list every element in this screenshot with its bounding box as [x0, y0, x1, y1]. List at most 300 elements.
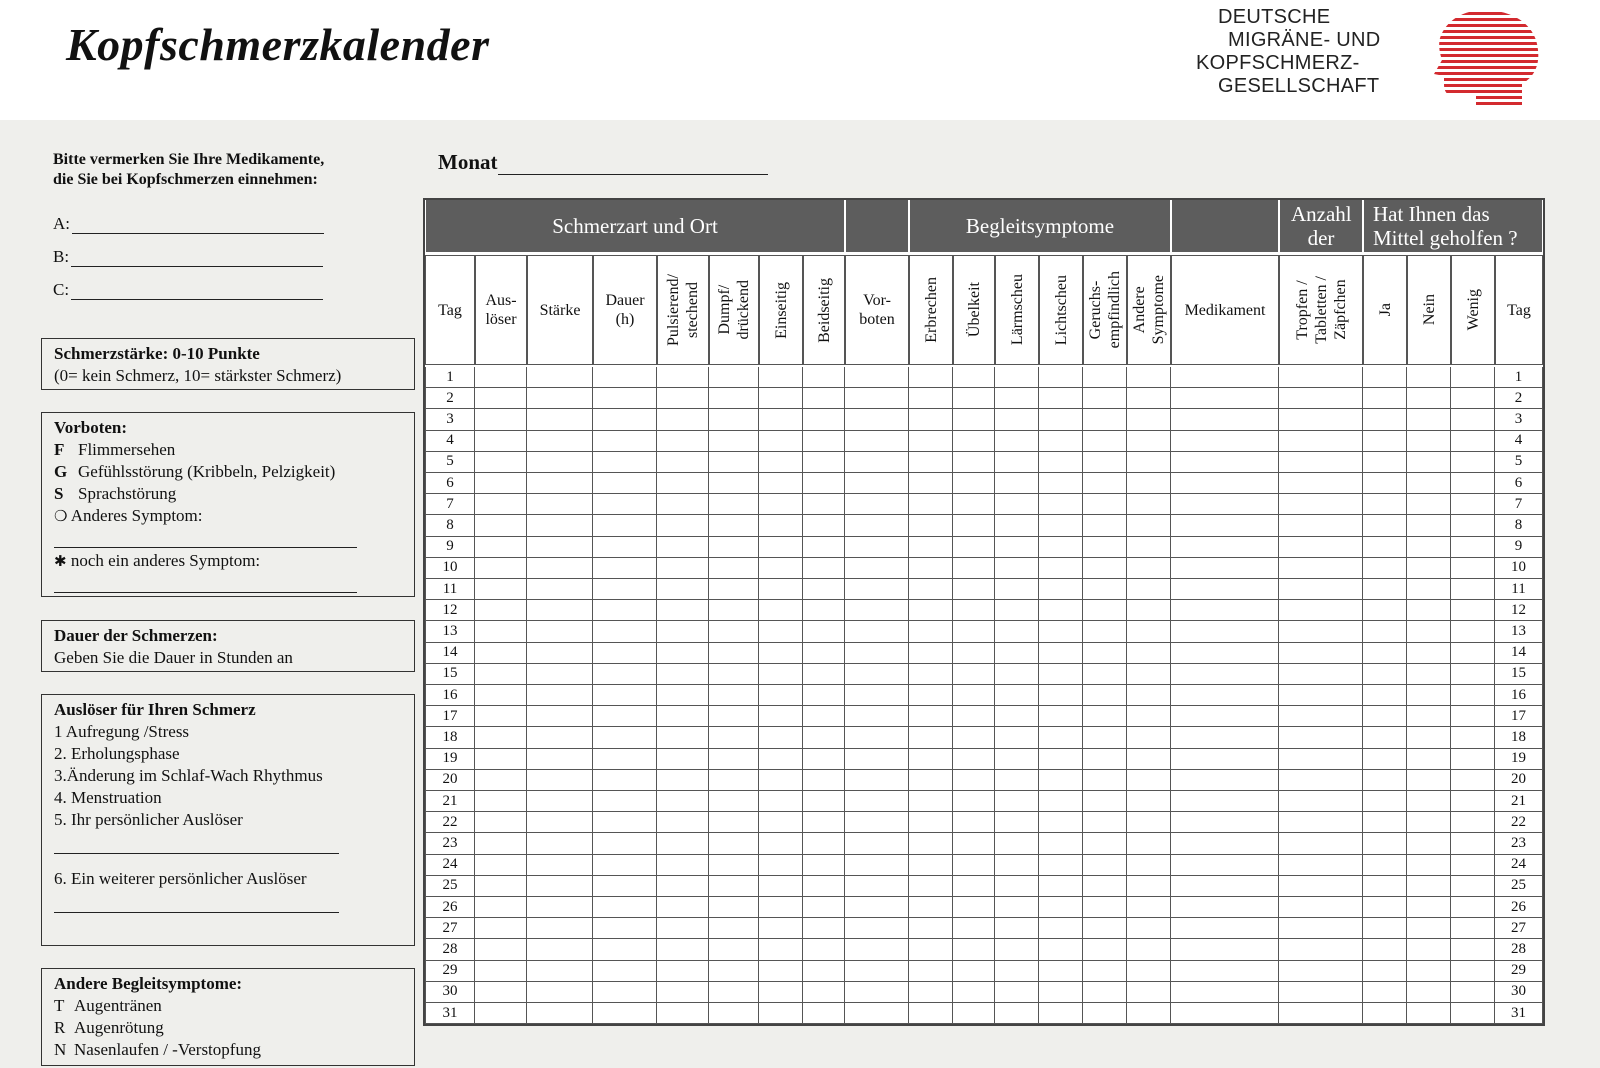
entry-cell[interactable] [527, 494, 593, 515]
entry-cell[interactable] [1279, 791, 1363, 812]
entry-cell[interactable] [1451, 621, 1495, 642]
entry-cell[interactable] [845, 537, 909, 558]
entry-cell[interactable] [953, 855, 995, 876]
entry-cell[interactable] [1363, 600, 1407, 621]
entry-cell[interactable] [593, 982, 657, 1003]
entry-cell[interactable] [1127, 494, 1171, 515]
entry-cell[interactable] [1279, 473, 1363, 494]
entry-cell[interactable] [1407, 537, 1451, 558]
entry-cell[interactable] [909, 727, 953, 748]
entry-cell[interactable] [527, 770, 593, 791]
entry-cell[interactable] [1083, 558, 1127, 579]
entry-cell[interactable] [1171, 876, 1279, 897]
entry-cell[interactable] [953, 982, 995, 1003]
entry-cell[interactable] [803, 770, 845, 791]
entry-cell[interactable] [527, 537, 593, 558]
entry-cell[interactable] [1451, 388, 1495, 409]
entry-cell[interactable] [709, 643, 759, 664]
entry-cell[interactable] [475, 833, 527, 854]
entry-cell[interactable] [995, 833, 1039, 854]
entry-cell[interactable] [995, 855, 1039, 876]
entry-cell[interactable] [1279, 939, 1363, 960]
entry-cell[interactable] [593, 494, 657, 515]
entry-cell[interactable] [527, 812, 593, 833]
entry-cell[interactable] [709, 706, 759, 727]
entry-cell[interactable] [803, 579, 845, 600]
entry-cell[interactable] [1039, 897, 1083, 918]
entry-cell[interactable] [593, 579, 657, 600]
entry-cell[interactable] [475, 388, 527, 409]
entry-cell[interactable] [1363, 621, 1407, 642]
entry-cell[interactable] [1127, 939, 1171, 960]
entry-cell[interactable] [1083, 685, 1127, 706]
entry-cell[interactable] [909, 939, 953, 960]
entry-cell[interactable] [709, 685, 759, 706]
entry-cell[interactable] [709, 939, 759, 960]
entry-cell[interactable] [593, 643, 657, 664]
entry-cell[interactable] [803, 431, 845, 452]
entry-cell[interactable] [1083, 1003, 1127, 1024]
entry-cell[interactable] [953, 643, 995, 664]
entry-cell[interactable] [527, 897, 593, 918]
entry-cell[interactable] [1407, 961, 1451, 982]
entry-cell[interactable] [909, 367, 953, 388]
entry-cell[interactable] [953, 833, 995, 854]
entry-cell[interactable] [1279, 685, 1363, 706]
entry-cell[interactable] [593, 1003, 657, 1024]
entry-cell[interactable] [475, 727, 527, 748]
entry-cell[interactable] [995, 685, 1039, 706]
entry-cell[interactable] [909, 876, 953, 897]
medication-c-field[interactable] [53, 280, 323, 300]
entry-cell[interactable] [475, 367, 527, 388]
entry-cell[interactable] [1407, 770, 1451, 791]
entry-cell[interactable] [1279, 600, 1363, 621]
entry-cell[interactable] [909, 961, 953, 982]
entry-cell[interactable] [995, 388, 1039, 409]
entry-cell[interactable] [1451, 897, 1495, 918]
entry-cell[interactable] [475, 897, 527, 918]
entry-cell[interactable] [1171, 897, 1279, 918]
entry-cell[interactable] [909, 812, 953, 833]
entry-cell[interactable] [803, 812, 845, 833]
entry-cell[interactable] [759, 833, 803, 854]
entry-cell[interactable] [909, 855, 953, 876]
entry-cell[interactable] [1407, 791, 1451, 812]
entry-cell[interactable] [527, 706, 593, 727]
entry-cell[interactable] [527, 367, 593, 388]
entry-cell[interactable] [1363, 452, 1407, 473]
entry-cell[interactable] [953, 558, 995, 579]
entry-cell[interactable] [909, 770, 953, 791]
entry-cell[interactable] [1363, 855, 1407, 876]
entry-cell[interactable] [1171, 515, 1279, 536]
entry-cell[interactable] [709, 452, 759, 473]
entry-cell[interactable] [657, 876, 709, 897]
entry-cell[interactable] [953, 537, 995, 558]
entry-cell[interactable] [1127, 388, 1171, 409]
entry-cell[interactable] [953, 367, 995, 388]
entry-cell[interactable] [909, 388, 953, 409]
entry-cell[interactable] [709, 494, 759, 515]
entry-cell[interactable] [593, 791, 657, 812]
entry-cell[interactable] [593, 367, 657, 388]
entry-cell[interactable] [475, 982, 527, 1003]
entry-cell[interactable] [995, 558, 1039, 579]
entry-cell[interactable] [1363, 409, 1407, 430]
entry-cell[interactable] [1127, 749, 1171, 770]
entry-cell[interactable] [1171, 621, 1279, 642]
entry-cell[interactable] [1127, 770, 1171, 791]
entry-cell[interactable] [475, 643, 527, 664]
entry-cell[interactable] [475, 939, 527, 960]
entry-cell[interactable] [709, 982, 759, 1003]
entry-cell[interactable] [1407, 367, 1451, 388]
entry-cell[interactable] [1039, 409, 1083, 430]
entry-cell[interactable] [1407, 833, 1451, 854]
entry-cell[interactable] [1279, 918, 1363, 939]
entry-cell[interactable] [759, 939, 803, 960]
entry-cell[interactable] [475, 600, 527, 621]
entry-cell[interactable] [953, 621, 995, 642]
entry-cell[interactable] [1083, 431, 1127, 452]
entry-cell[interactable] [1171, 558, 1279, 579]
entry-cell[interactable] [803, 706, 845, 727]
entry-cell[interactable] [759, 388, 803, 409]
entry-cell[interactable] [1171, 982, 1279, 1003]
entry-cell[interactable] [709, 600, 759, 621]
entry-cell[interactable] [1363, 918, 1407, 939]
entry-cell[interactable] [1451, 664, 1495, 685]
entry-cell[interactable] [1127, 537, 1171, 558]
entry-cell[interactable] [1279, 982, 1363, 1003]
entry-cell[interactable] [1279, 855, 1363, 876]
entry-cell[interactable] [593, 939, 657, 960]
entry-cell[interactable] [709, 558, 759, 579]
entry-cell[interactable] [1039, 621, 1083, 642]
entry-cell[interactable] [657, 727, 709, 748]
entry-cell[interactable] [593, 855, 657, 876]
entry-cell[interactable] [995, 431, 1039, 452]
entry-cell[interactable] [1451, 537, 1495, 558]
entry-cell[interactable] [1451, 939, 1495, 960]
entry-cell[interactable] [1127, 431, 1171, 452]
entry-cell[interactable] [1127, 1003, 1171, 1024]
entry-cell[interactable] [1451, 600, 1495, 621]
entry-cell[interactable] [1039, 388, 1083, 409]
entry-cell[interactable] [759, 727, 803, 748]
entry-cell[interactable] [1039, 749, 1083, 770]
entry-cell[interactable] [1171, 833, 1279, 854]
entry-cell[interactable] [1083, 579, 1127, 600]
entry-cell[interactable] [1363, 833, 1407, 854]
entry-cell[interactable] [709, 621, 759, 642]
entry-cell[interactable] [1039, 473, 1083, 494]
entry-cell[interactable] [953, 749, 995, 770]
entry-cell[interactable] [1407, 579, 1451, 600]
entry-cell[interactable] [657, 961, 709, 982]
entry-cell[interactable] [803, 1003, 845, 1024]
entry-cell[interactable] [995, 791, 1039, 812]
aura-other-2-line[interactable] [54, 572, 357, 593]
month-line[interactable] [498, 152, 768, 175]
entry-cell[interactable] [1407, 1003, 1451, 1024]
entry-cell[interactable] [1083, 409, 1127, 430]
entry-cell[interactable] [759, 515, 803, 536]
entry-cell[interactable] [657, 749, 709, 770]
entry-cell[interactable] [709, 515, 759, 536]
entry-cell[interactable] [1171, 473, 1279, 494]
entry-cell[interactable] [1407, 812, 1451, 833]
entry-cell[interactable] [1127, 791, 1171, 812]
entry-cell[interactable] [1039, 664, 1083, 685]
entry-cell[interactable] [1451, 982, 1495, 1003]
entry-cell[interactable] [1127, 685, 1171, 706]
entry-cell[interactable] [1039, 706, 1083, 727]
entry-cell[interactable] [803, 727, 845, 748]
entry-cell[interactable] [909, 664, 953, 685]
entry-cell[interactable] [1171, 855, 1279, 876]
medication-a-field[interactable] [53, 214, 324, 234]
entry-cell[interactable] [1039, 812, 1083, 833]
entry-cell[interactable] [1279, 812, 1363, 833]
entry-cell[interactable] [1279, 1003, 1363, 1024]
entry-cell[interactable] [953, 918, 995, 939]
entry-cell[interactable] [657, 685, 709, 706]
entry-cell[interactable] [995, 706, 1039, 727]
entry-cell[interactable] [1279, 367, 1363, 388]
entry-cell[interactable] [1083, 727, 1127, 748]
entry-cell[interactable] [909, 515, 953, 536]
entry-cell[interactable] [1363, 812, 1407, 833]
entry-cell[interactable] [657, 579, 709, 600]
entry-cell[interactable] [1279, 961, 1363, 982]
entry-cell[interactable] [803, 961, 845, 982]
entry-cell[interactable] [1083, 600, 1127, 621]
entry-cell[interactable] [953, 685, 995, 706]
entry-cell[interactable] [1451, 833, 1495, 854]
entry-cell[interactable] [953, 409, 995, 430]
entry-cell[interactable] [1407, 749, 1451, 770]
entry-cell[interactable] [759, 812, 803, 833]
entry-cell[interactable] [1127, 812, 1171, 833]
entry-cell[interactable] [909, 918, 953, 939]
entry-cell[interactable] [1083, 515, 1127, 536]
entry-cell[interactable] [593, 897, 657, 918]
entry-cell[interactable] [995, 600, 1039, 621]
entry-cell[interactable] [475, 664, 527, 685]
entry-cell[interactable] [475, 558, 527, 579]
entry-cell[interactable] [759, 706, 803, 727]
entry-cell[interactable] [475, 473, 527, 494]
entry-cell[interactable] [1039, 833, 1083, 854]
entry-cell[interactable] [1279, 706, 1363, 727]
entry-cell[interactable] [909, 579, 953, 600]
entry-cell[interactable] [1279, 833, 1363, 854]
entry-cell[interactable] [709, 918, 759, 939]
entry-cell[interactable] [593, 749, 657, 770]
entry-cell[interactable] [657, 770, 709, 791]
entry-cell[interactable] [1363, 685, 1407, 706]
entry-cell[interactable] [1279, 515, 1363, 536]
entry-cell[interactable] [803, 876, 845, 897]
entry-cell[interactable] [1083, 452, 1127, 473]
entry-cell[interactable] [845, 749, 909, 770]
entry-cell[interactable] [1279, 409, 1363, 430]
entry-cell[interactable] [1279, 431, 1363, 452]
entry-cell[interactable] [1279, 494, 1363, 515]
entry-cell[interactable] [1407, 706, 1451, 727]
entry-cell[interactable] [803, 621, 845, 642]
entry-cell[interactable] [1451, 727, 1495, 748]
entry-cell[interactable] [1407, 939, 1451, 960]
entry-cell[interactable] [527, 876, 593, 897]
entry-cell[interactable] [1407, 897, 1451, 918]
entry-cell[interactable] [845, 515, 909, 536]
entry-cell[interactable] [909, 833, 953, 854]
entry-cell[interactable] [995, 727, 1039, 748]
entry-cell[interactable] [995, 537, 1039, 558]
entry-cell[interactable] [845, 664, 909, 685]
entry-cell[interactable] [845, 409, 909, 430]
entry-cell[interactable] [759, 537, 803, 558]
entry-cell[interactable] [759, 558, 803, 579]
entry-cell[interactable] [1363, 982, 1407, 1003]
entry-cell[interactable] [1127, 982, 1171, 1003]
entry-cell[interactable] [1451, 452, 1495, 473]
entry-cell[interactable] [527, 388, 593, 409]
entry-cell[interactable] [1127, 473, 1171, 494]
entry-cell[interactable] [803, 982, 845, 1003]
entry-cell[interactable] [475, 791, 527, 812]
entry-cell[interactable] [593, 621, 657, 642]
entry-cell[interactable] [593, 685, 657, 706]
entry-cell[interactable] [1363, 727, 1407, 748]
entry-cell[interactable] [953, 791, 995, 812]
entry-cell[interactable] [475, 918, 527, 939]
entry-cell[interactable] [909, 452, 953, 473]
entry-cell[interactable] [1171, 452, 1279, 473]
entry-cell[interactable] [845, 791, 909, 812]
entry-cell[interactable] [845, 855, 909, 876]
entry-cell[interactable] [803, 749, 845, 770]
entry-cell[interactable] [1451, 961, 1495, 982]
entry-cell[interactable] [657, 621, 709, 642]
medication-b-field[interactable] [53, 247, 323, 267]
entry-cell[interactable] [1039, 515, 1083, 536]
entry-cell[interactable] [657, 473, 709, 494]
entry-cell[interactable] [1363, 494, 1407, 515]
entry-cell[interactable] [953, 664, 995, 685]
entry-cell[interactable] [1171, 706, 1279, 727]
entry-cell[interactable] [593, 600, 657, 621]
entry-cell[interactable] [759, 961, 803, 982]
entry-cell[interactable] [803, 791, 845, 812]
entry-cell[interactable] [909, 749, 953, 770]
entry-cell[interactable] [1279, 537, 1363, 558]
entry-cell[interactable] [1083, 876, 1127, 897]
entry-cell[interactable] [1451, 749, 1495, 770]
entry-cell[interactable] [709, 855, 759, 876]
entry-cell[interactable] [1171, 791, 1279, 812]
entry-cell[interactable] [475, 855, 527, 876]
entry-cell[interactable] [1083, 473, 1127, 494]
entry-cell[interactable] [593, 558, 657, 579]
entry-cell[interactable] [1039, 918, 1083, 939]
entry-cell[interactable] [475, 494, 527, 515]
entry-cell[interactable] [909, 1003, 953, 1024]
entry-cell[interactable] [995, 918, 1039, 939]
entry-cell[interactable] [1039, 367, 1083, 388]
entry-cell[interactable] [1171, 494, 1279, 515]
entry-cell[interactable] [1083, 855, 1127, 876]
medication-c-line[interactable] [71, 283, 323, 300]
entry-cell[interactable] [845, 897, 909, 918]
entry-cell[interactable] [593, 409, 657, 430]
entry-cell[interactable] [1407, 876, 1451, 897]
entry-cell[interactable] [1039, 791, 1083, 812]
entry-cell[interactable] [709, 791, 759, 812]
entry-cell[interactable] [709, 961, 759, 982]
entry-cell[interactable] [709, 431, 759, 452]
entry-cell[interactable] [1083, 749, 1127, 770]
entry-cell[interactable] [803, 918, 845, 939]
entry-cell[interactable] [1451, 431, 1495, 452]
entry-cell[interactable] [759, 749, 803, 770]
entry-cell[interactable] [1363, 876, 1407, 897]
entry-cell[interactable] [709, 579, 759, 600]
entry-cell[interactable] [953, 579, 995, 600]
entry-cell[interactable] [475, 961, 527, 982]
entry-cell[interactable] [657, 791, 709, 812]
entry-cell[interactable] [527, 982, 593, 1003]
entry-cell[interactable] [1083, 833, 1127, 854]
entry-cell[interactable] [995, 452, 1039, 473]
entry-cell[interactable] [657, 664, 709, 685]
entry-cell[interactable] [1039, 1003, 1083, 1024]
entry-cell[interactable] [1363, 431, 1407, 452]
entry-cell[interactable] [1127, 961, 1171, 982]
entry-cell[interactable] [1363, 770, 1407, 791]
entry-cell[interactable] [909, 558, 953, 579]
entry-cell[interactable] [1039, 537, 1083, 558]
entry-cell[interactable] [1407, 494, 1451, 515]
entry-cell[interactable] [1451, 494, 1495, 515]
entry-cell[interactable] [709, 1003, 759, 1024]
entry-cell[interactable] [1171, 643, 1279, 664]
entry-cell[interactable] [709, 664, 759, 685]
entry-cell[interactable] [657, 431, 709, 452]
entry-cell[interactable] [803, 600, 845, 621]
entry-cell[interactable] [593, 876, 657, 897]
entry-cell[interactable] [845, 558, 909, 579]
entry-cell[interactable] [593, 473, 657, 494]
entry-cell[interactable] [845, 1003, 909, 1024]
entry-cell[interactable] [1171, 770, 1279, 791]
entry-cell[interactable] [1127, 515, 1171, 536]
entry-cell[interactable] [1127, 579, 1171, 600]
entry-cell[interactable] [1127, 833, 1171, 854]
entry-cell[interactable] [845, 939, 909, 960]
entry-cell[interactable] [803, 473, 845, 494]
entry-cell[interactable] [1451, 409, 1495, 430]
entry-cell[interactable] [803, 452, 845, 473]
entry-cell[interactable] [1127, 876, 1171, 897]
entry-cell[interactable] [593, 388, 657, 409]
entry-cell[interactable] [759, 1003, 803, 1024]
entry-cell[interactable] [995, 1003, 1039, 1024]
entry-cell[interactable] [953, 876, 995, 897]
